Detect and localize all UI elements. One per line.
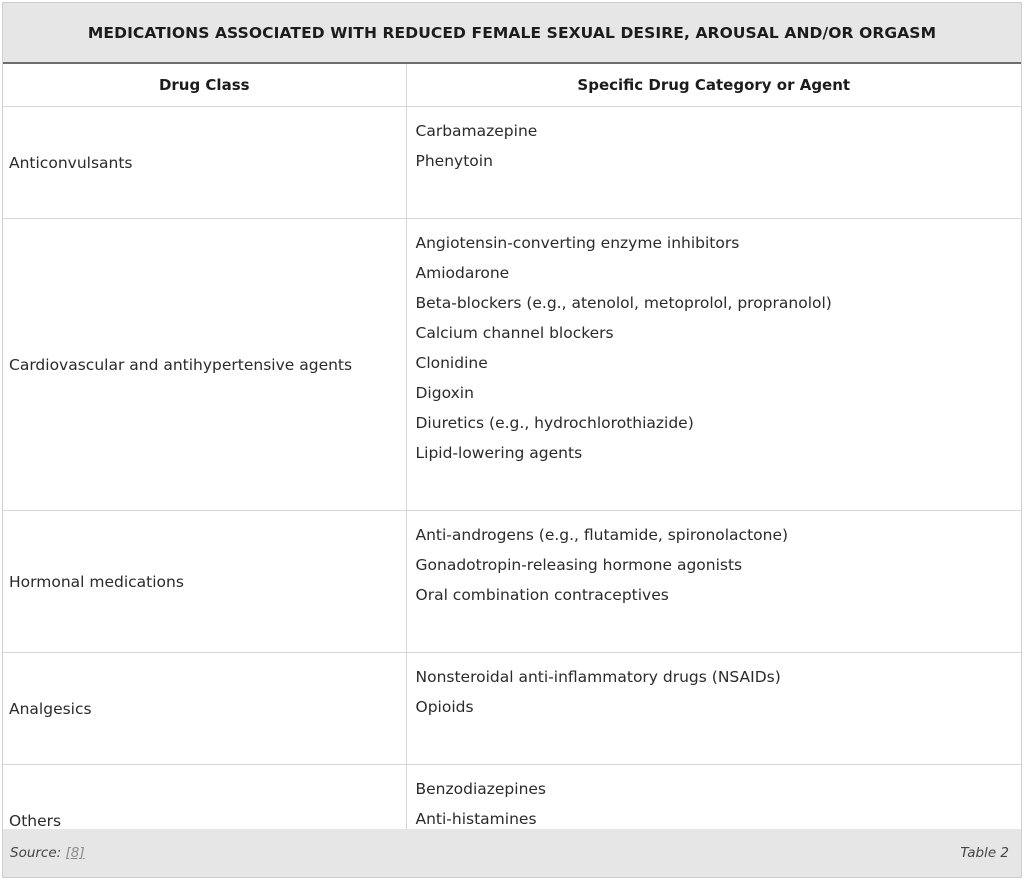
agent-item: Benzodiazepines <box>415 780 547 798</box>
header-agent: Specific Drug Category or Agent <box>406 64 1021 107</box>
agent-item: Nonsteroidal anti-inflammatory drugs (NSAIDs) <box>415 668 781 686</box>
source-label: Source: <box>10 845 62 861</box>
table-row <box>3 107 1021 219</box>
agents-cell <box>406 107 1021 219</box>
table-title-bar <box>3 3 1021 64</box>
drug-class-cell: Anticonvulsants <box>3 107 406 219</box>
agent-item: Beta-blockers (e.g., atenolol, metoprolol, propranolol) <box>415 294 832 312</box>
header-row <box>3 64 1021 107</box>
drug-class-cell: Analgesics <box>3 653 406 765</box>
table-number-label: Table 2 <box>960 845 1009 861</box>
header-drug-class: Drug Class <box>3 64 406 107</box>
agent-item: Opioids <box>415 698 474 716</box>
table-row <box>3 653 1021 765</box>
medication-table <box>2 2 1022 878</box>
table-title: MEDICATIONS ASSOCIATED WITH REDUCED FEMALE SEXUAL DESIRE, AROUSAL AND/OR ORGASM <box>87 23 937 42</box>
agents-cell <box>406 511 1021 653</box>
agent-item: Carbamazepine <box>415 122 538 140</box>
source-note <box>10 845 85 861</box>
table-row <box>3 219 1021 511</box>
agents-cell <box>406 653 1021 765</box>
table-row <box>3 511 1021 653</box>
agent-item: Amiodarone <box>415 264 510 282</box>
drug-class-cell: Cardiovascular and antihypertensive agents <box>3 219 406 511</box>
drug-class-cell: Others <box>3 765 406 877</box>
table-footer <box>3 829 1021 877</box>
data-table <box>3 64 1021 877</box>
agent-item: Anti-histamines <box>415 810 537 828</box>
agent-item: Angiotensin-converting enzyme inhibitors <box>415 234 740 252</box>
agent-item: Clonidine <box>415 354 488 372</box>
agent-item: Digoxin <box>415 384 474 402</box>
agent-item: Anti-androgens (e.g., flutamide, spironolactone) <box>415 526 789 544</box>
agent-item: Diuretics (e.g., hydrochlorothiazide) <box>415 414 694 432</box>
agent-item: Phenytoin <box>415 152 493 170</box>
agent-item: Calcium channel blockers <box>415 324 614 342</box>
source-reference-link[interactable]: [8] <box>65 845 85 861</box>
agents-cell <box>406 219 1021 511</box>
drug-class-cell: Hormonal medications <box>3 511 406 653</box>
agent-item: Lipid-lowering agents <box>415 444 583 462</box>
agent-item: Oral combination contraceptives <box>415 586 669 604</box>
agent-item: Gonadotropin-releasing hormone agonists <box>415 556 743 574</box>
